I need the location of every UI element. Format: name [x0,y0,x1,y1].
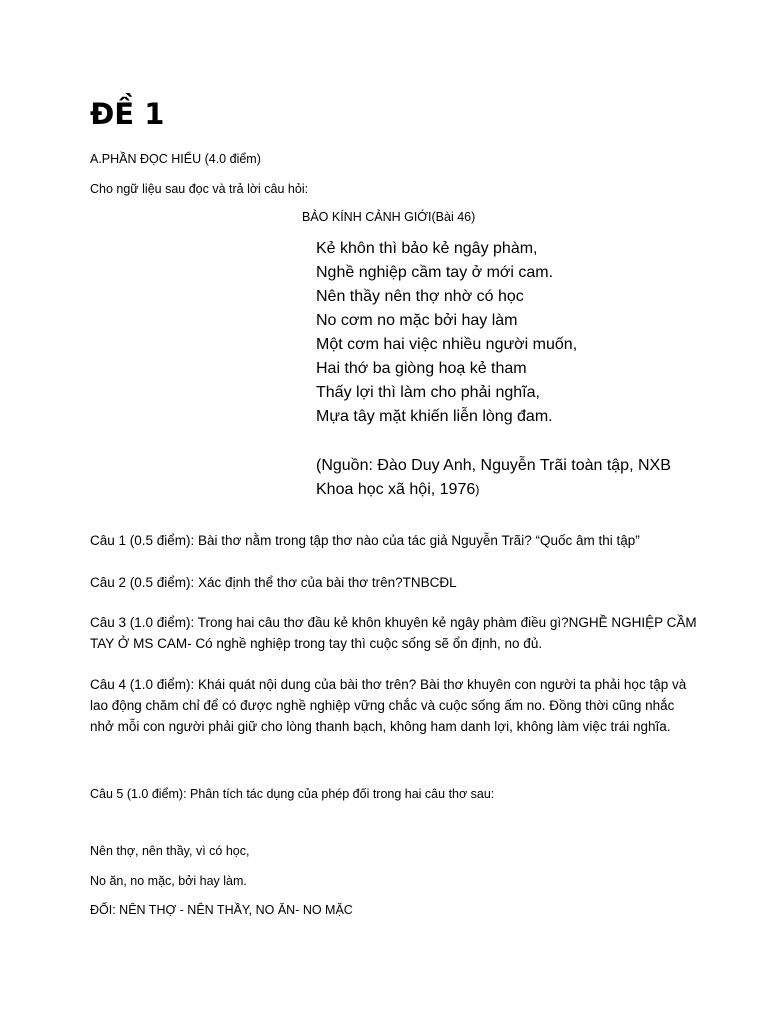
question-1: Câu 1 (0.5 điểm): Bài thơ nằm trong tập thơ nào của tác giả Nguyễn Trãi? “Quốc âm thi tập” [90,533,640,548]
poem-source-paren: ) [475,483,480,497]
poem-line: Kẻ khôn thì bảo kẻ ngây phàm, [316,240,538,257]
question-4: Câu 4 (1.0 điểm): Khái quát nội dung của bài thơ trên? Bài thơ khuyên con người ta phải học tập và lao động chăm chỉ để có được nghề nghiệp vững chắc và cuộc sống ấm no. Đồng thời cũng nhắc nhở mỗi con người phải giữ cho lòng thanh bạch, không ham danh lợi, không làm việc trái nghĩa. [90,677,687,734]
quoted-line: No ăn, no mặc, bởi hay làm. [90,874,247,888]
poem-line: Một cơm hai việc nhiều người muốn, [316,336,578,353]
poem-line: Nghề nghiệp cầm tay ở mới cam. [316,264,554,281]
poem-source-text: Khoa học xã hội, 1976 [316,481,476,498]
section-heading: A.PHẦN ĐỌC HIỂU (4.0 điểm) [90,152,261,166]
answer-text: ĐỐI: NÊN THỢ - NÊN THẦY, NO ĂN- NO MẶC [90,903,353,917]
question-3: Câu 3 (1.0 điểm): Trong hai câu thơ đầu kẻ khôn khuyên kẻ ngây phàm điều gì?NGHỀ NGHIỆP CẦM TAY Ở MS CAM- Có nghề nghiệp trong tay thì cuộc sống sẽ ổn định, no đủ. [90,615,697,651]
quoted-line: Nên thợ, nên thầy, vì có học, [90,844,250,858]
poem-title: BẢO KÍNH CẢNH GIỚI(Bài 46) [302,210,476,224]
poem-line: Hai thớ ba giòng hoạ kẻ tham [316,360,527,377]
instruction-text: Cho ngữ liệu sau đọc và trả lời câu hỏi: [90,182,309,196]
poem-source-line [316,481,479,499]
question-2: Câu 2 (0.5 điểm): Xác định thể thơ của bài thơ trên?TNBCĐL [90,575,457,590]
poem-line: Thấy lợi thì làm cho phải nghĩa, [316,384,540,401]
question-5: Câu 5 (1.0 điểm): Phân tích tác dụng của phép đối trong hai câu thơ sau: [90,787,495,801]
poem-source-line: (Nguồn: Đào Duy Anh, Nguyễn Trãi toàn tập, NXB [316,457,671,474]
poem-line: No cơm no mặc bởi hay làm [316,312,518,329]
page-title: ĐỀ 1 [90,97,165,131]
poem-line: Mựa tây mặt khiến liễn lòng đam. [316,408,553,425]
poem-line: Nên thầy nên thợ nhờ có học [316,288,524,305]
